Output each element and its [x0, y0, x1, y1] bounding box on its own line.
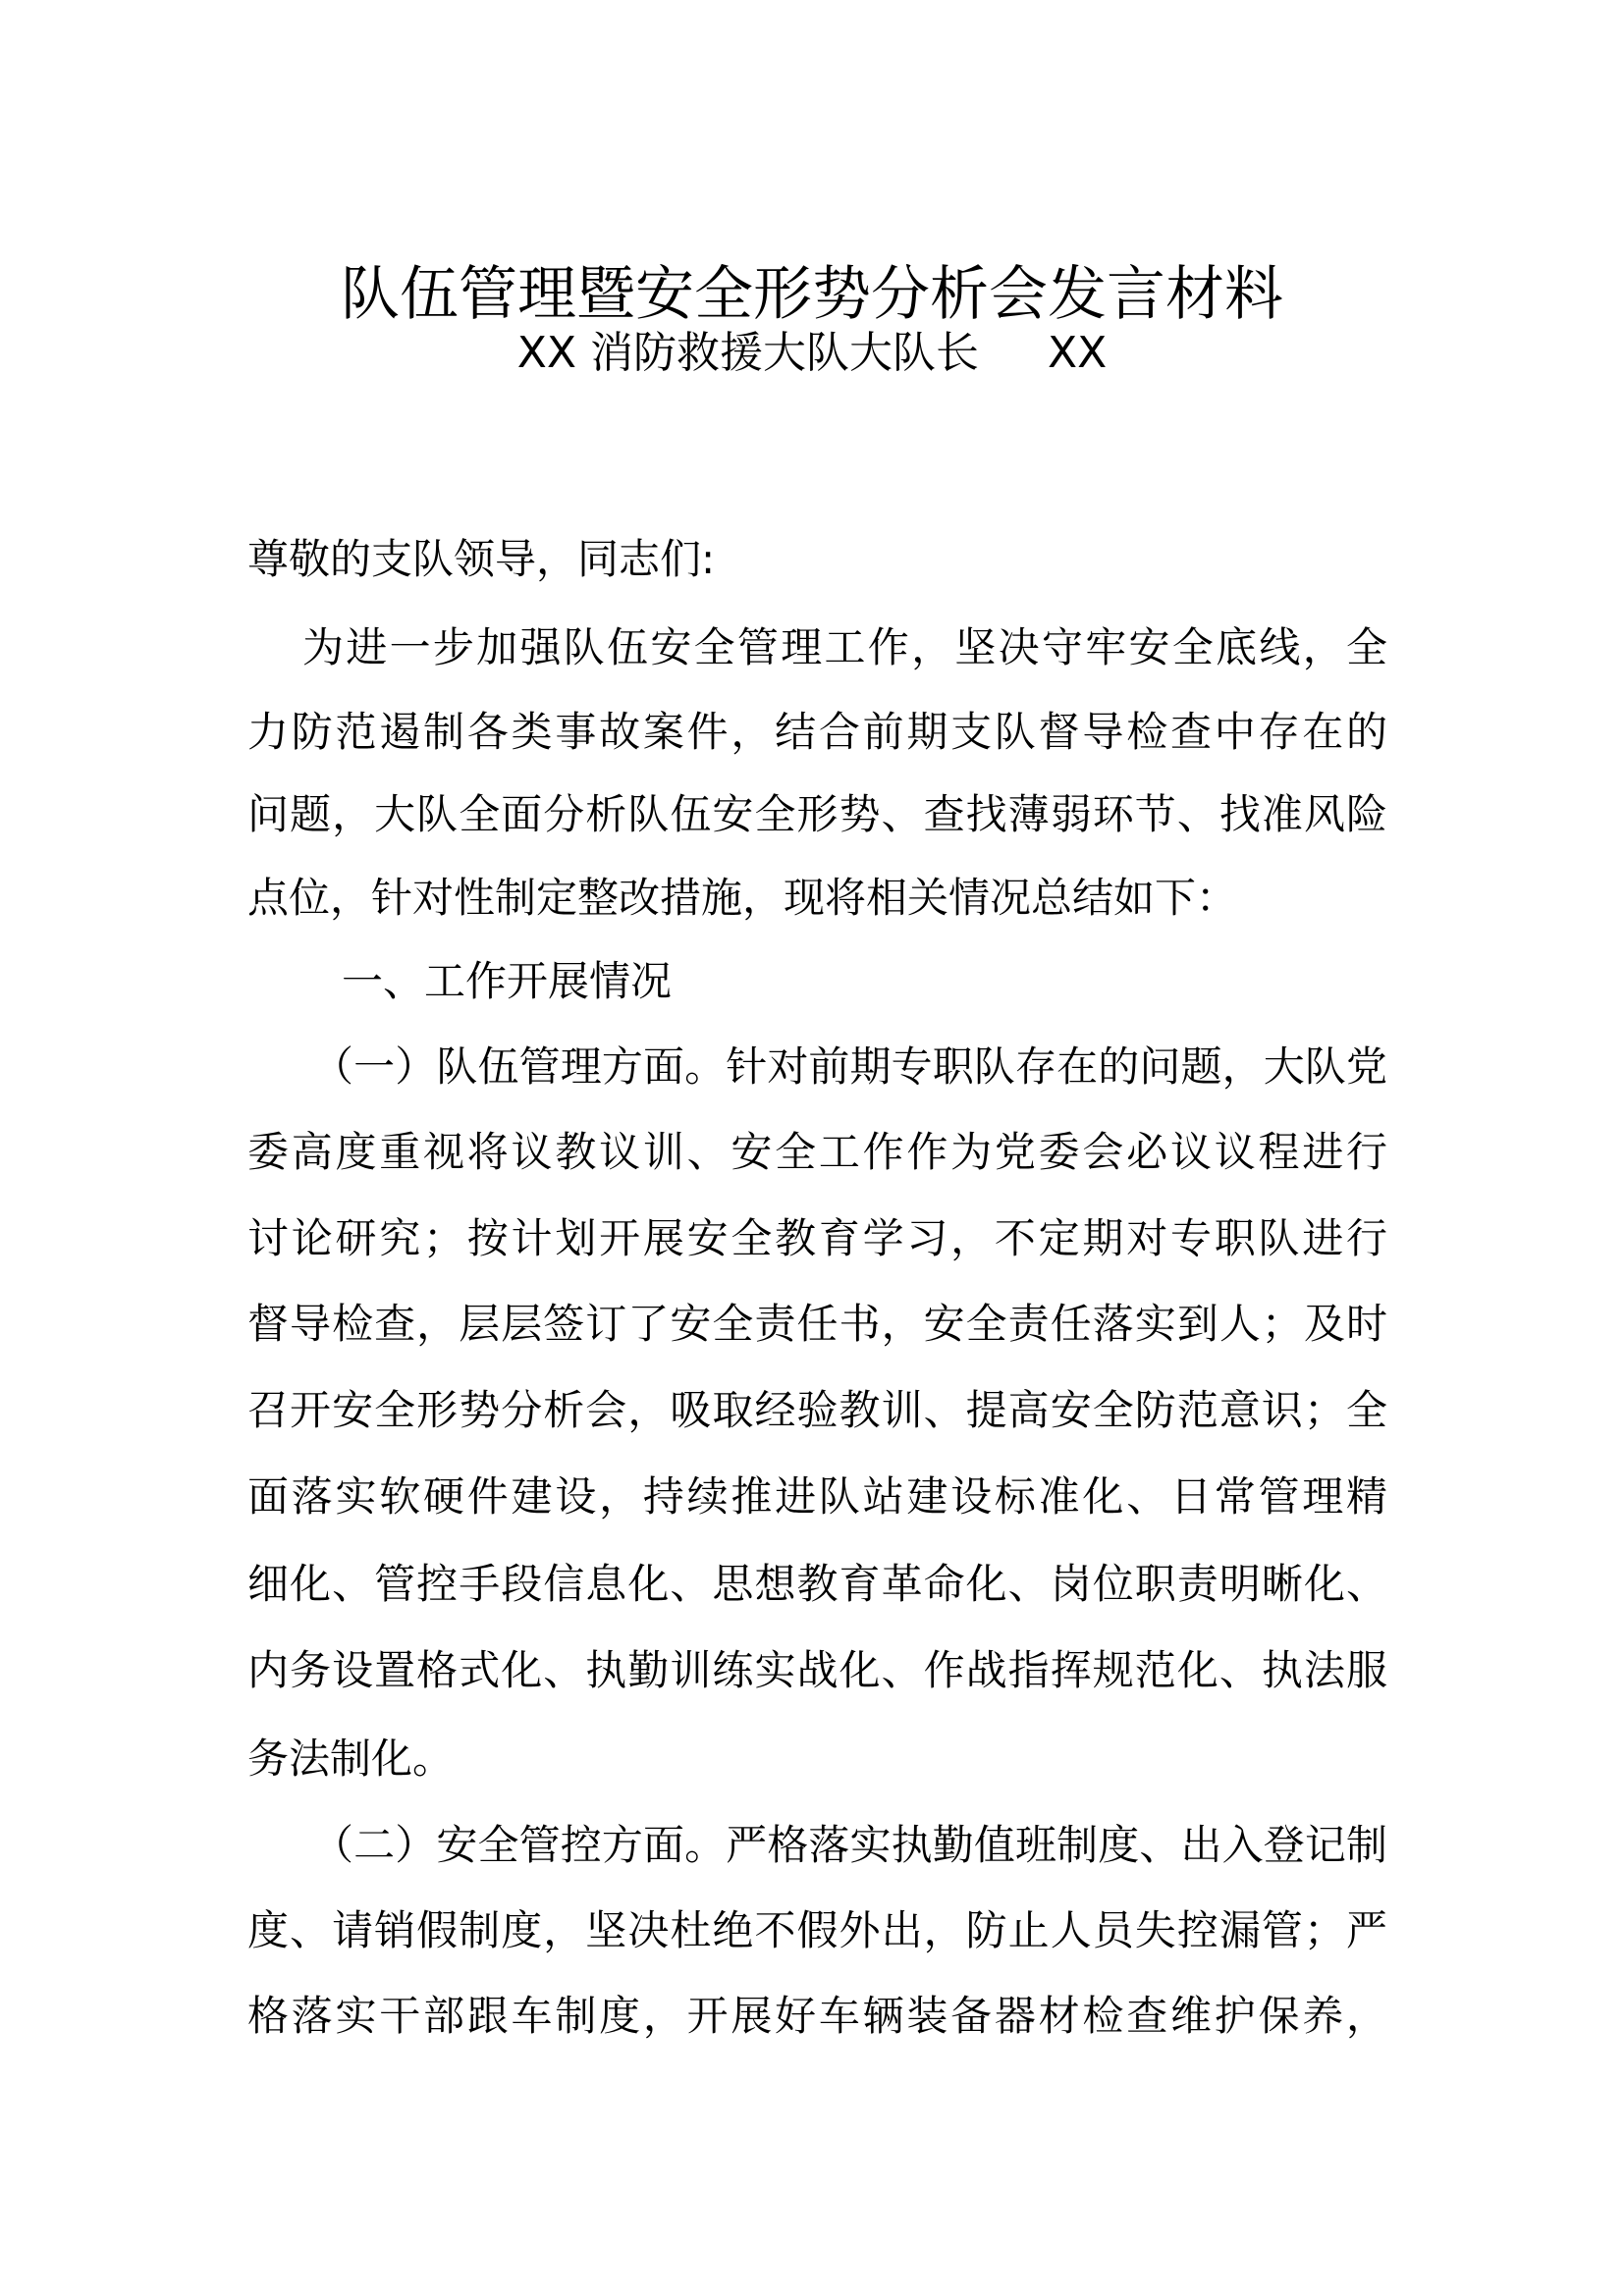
intro-line: 问题，大队全面分析队伍安全形势、查找薄弱环节、找准风险 [247, 790, 1387, 838]
paragraph-line: 格落实干部跟车制度，开展好车辆装备器材检查维护保养， [247, 1992, 1387, 2040]
intro-line: 为进一步加强队伍安全管理工作，坚决守牢安全底线，全 [302, 623, 1387, 671]
intro-line: 力防范遏制各类事故案件，结合前期支队督导检查中存在的 [247, 708, 1387, 756]
paragraph-line: （一）队伍管理方面。针对前期专职队存在的问题，大队党 [312, 1042, 1387, 1091]
paragraph-line: 细化、管控手段信息化、思想教育革命化、岗位职责明晰化、 [247, 1560, 1387, 1608]
paragraph-line: （二）安全管控方面。严格落实执勤值班制度、出入登记制 [312, 1821, 1387, 1869]
section-heading: 一、工作开展情况 [342, 957, 673, 1005]
paragraph-line: 面落实软硬件建设，持续推进队站建设标准化、日常管理精 [247, 1472, 1387, 1521]
author-line [0, 324, 1624, 383]
salutation: 尊敬的支队领导，同志们: [247, 535, 716, 583]
paragraph-line: 度、请销假制度，坚决杜绝不假外出，防止人员失控漏管；严 [247, 1906, 1387, 1954]
intro-line: 点位，针对性制定整改措施，现将相关情况总结如下： [247, 874, 1238, 922]
author-unit: XX 消防救援大队大队长 [516, 328, 979, 378]
document-title: 队伍管理暨安全形势分析会发言材料 [341, 260, 1283, 329]
paragraph-line: 督导检查，层层签订了安全责任书，安全责任落实到人；及时 [247, 1300, 1387, 1348]
paragraph-line: 召开安全形势分析会，吸取经验教训、提高安全防范意识；全 [247, 1386, 1387, 1434]
paragraph-line: 委高度重视将议教议训、安全工作作为党委会必议议程进行 [247, 1128, 1387, 1176]
author-name: XX [1047, 328, 1108, 378]
paragraph-line: 务法制化。 [247, 1735, 455, 1783]
paragraph-line: 内务设置格式化、执勤训练实战化、作战指挥规范化、执法服 [247, 1646, 1387, 1694]
paragraph-line: 讨论研究；按计划开展安全教育学习，不定期对专职队进行 [247, 1214, 1387, 1262]
